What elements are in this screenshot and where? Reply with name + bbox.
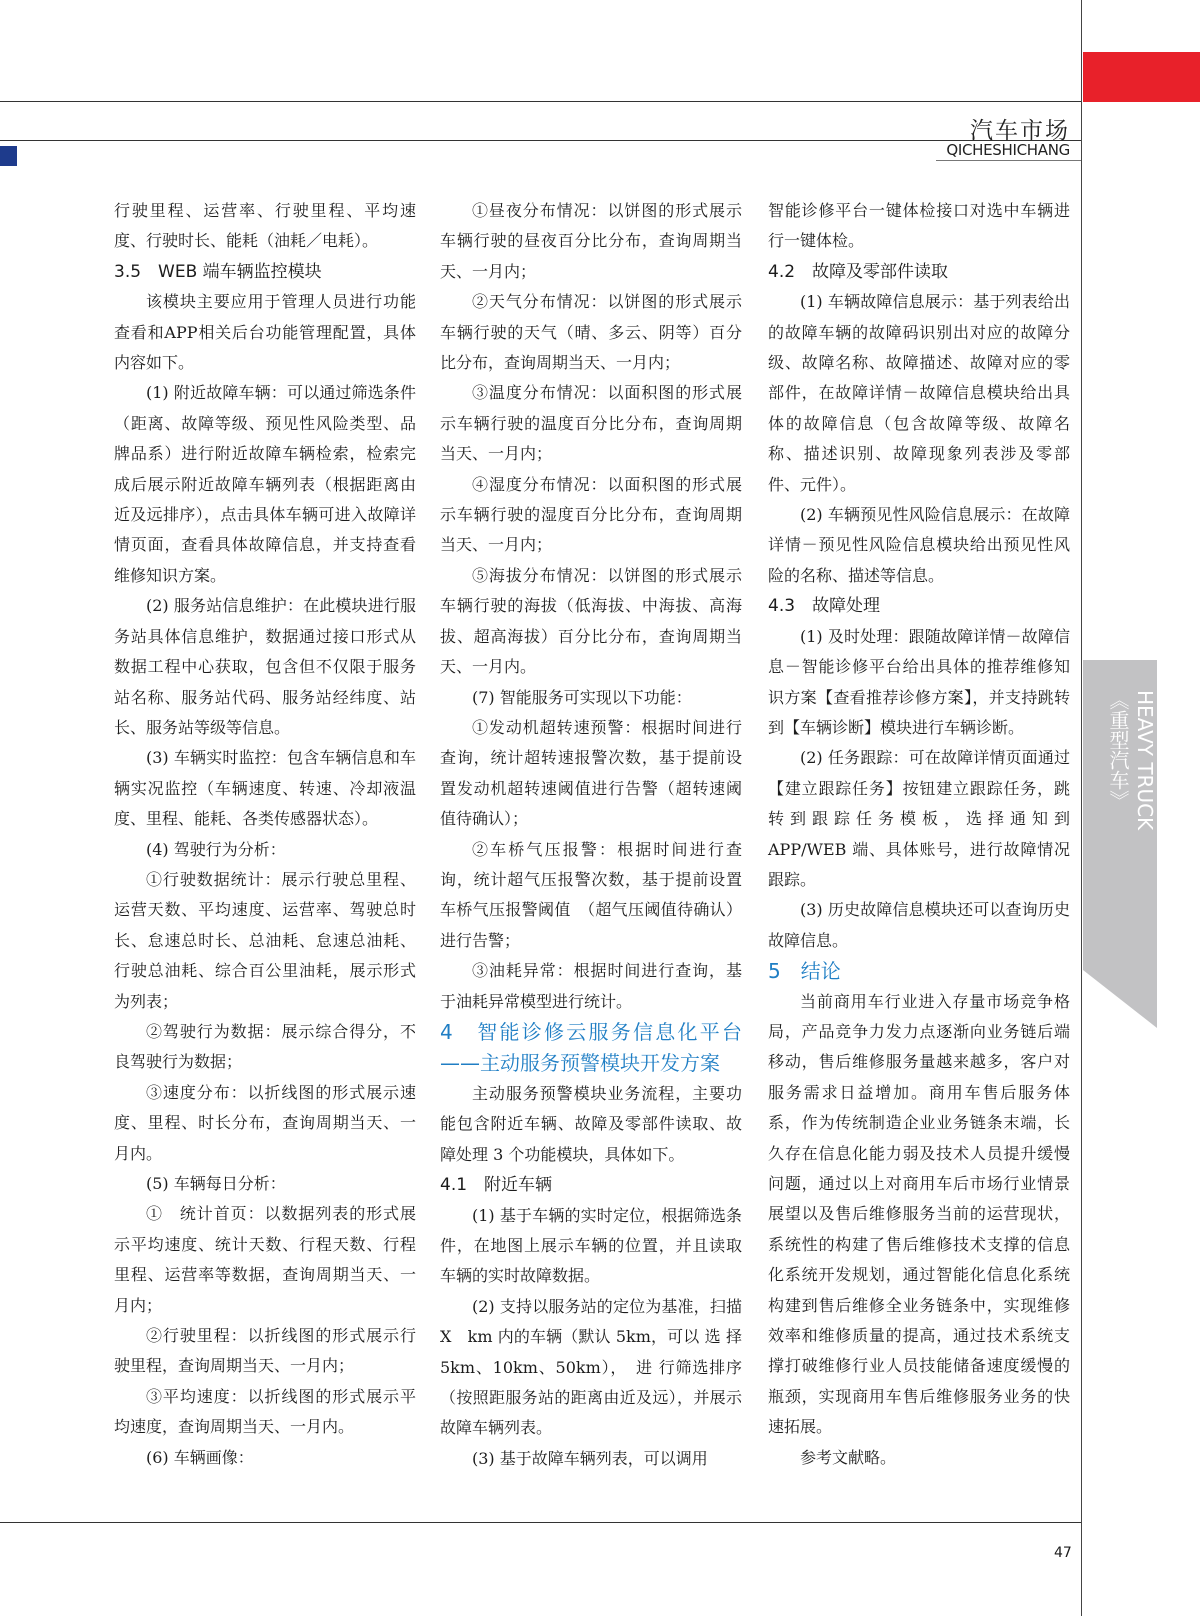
paragraph: (1) 及时处理：跟随故障详情－故障信息－智能诊修平台给出具体的推荐维修知识方案【查看推荐诊修方案】，并支持跳转到【车辆诊断】模块进行车辆诊断。 <box>768 626 1070 737</box>
paragraph: ④湿度分布情况：以面积图的形式展示车辆行驶的湿度百分比分布，查询周期当天、一月内； <box>440 474 742 555</box>
paragraph: ③温度分布情况：以面积图的形式展示车辆行驶的温度百分比分布，查询周期当天、一月内； <box>440 383 742 464</box>
section-heading: 4.2 故障及零部件读取 <box>768 261 949 282</box>
right-margin-rule <box>1081 0 1082 1616</box>
paragraph: (2) 支持以服务站的定位为基准，扫描 X km 内的车辆（默认 5km，可以 选 择 5km、10km、50km）， 进 行筛选排序（按照距服务站的距离由近及远），并展示故障车辆列表。 <box>440 1296 742 1438</box>
paragraph: (1) 基于车辆的实时定位，根据筛选条件，在地图上展示车辆的位置，并且读取车辆的实时故障数据。 <box>440 1205 742 1286</box>
paragraph: (3) 车辆实时监控：包含车辆信息和车辆实况监控（车辆速度、转速、冷却液温度、里程、能耗、各类传感器状态）。 <box>114 748 416 829</box>
paragraph: (3) 历史故障信息模块还可以查询历史故障信息。 <box>768 900 1070 950</box>
paragraph: (4) 驾驶行为分析： <box>146 839 286 859</box>
text-column-1 <box>114 196 416 1473</box>
side-tab-label-cn: 《重型汽车》 <box>1106 690 1130 810</box>
paragraph: (7) 智能服务可实现以下功能： <box>472 687 692 707</box>
section-heading: 4.1 附近车辆 <box>440 1175 553 1196</box>
chapter-heading: 4 智能诊修云服务信息化平台——主动服务预警模块开发方案 <box>440 1019 742 1075</box>
paragraph: 该模块主要应用于管理人员进行功能查看和APP相关后台功能管理配置，具体内容如下。 <box>114 292 416 373</box>
blue-corner-mark <box>0 146 17 166</box>
section-heading: 4.3 故障处理 <box>768 596 881 617</box>
paragraph: (1) 车辆故障信息展示：基于列表给出的故障车辆的故障码识别出对应的故障分级、故障名称、故障描述、故障对应的零部件，在故障详情－故障信息模块给出具体的故障信息（包含故障等级、故障名称、描述识别、故障现象列表涉及零部件、元件）。 <box>768 292 1070 494</box>
header-bottom-rule <box>0 140 1081 141</box>
paragraph: ③油耗异常：根据时间进行查询，基于油耗异常模型进行统计。 <box>440 961 742 1011</box>
side-tab-label <box>1104 690 1158 830</box>
paragraph: (1) 附近故障车辆：可以通过筛选条件（距离、故障等级、预见性风险类型、品牌品系）进行附近故障车辆检索，检索完成后展示附近故障车辆列表（根据距离由近及远排序），点击具体车辆可进入故障详情页面，查看具体故障信息，并支持查看维修知识方案。 <box>114 383 416 585</box>
journal-title: 汽车市场 <box>970 118 1070 144</box>
text-column-3 <box>768 196 1070 1473</box>
side-tab-arrow <box>1083 970 1157 1028</box>
paragraph: ①昼夜分布情况：以饼图的形式展示车辆行驶的昼夜百分比分布，查询周期当天、一月内； <box>440 201 742 281</box>
paragraph: 智能诊修平台一键体检接口对选中车辆进行一键体检。 <box>768 201 1070 251</box>
paragraph: 当前商用车行业进入存量市场竞争格局，产品竞争力发力点逐渐向业务链后端移动，售后维修服务量越来越多，客户对服务需求日益增加。商用车售后服务体系，作为传统制造企业业务链条末端，长久存在信息化能力弱及技术人员提升缓慢问题，通过以上对商用车后市场行业情景展望以及售后维修服务当前的运营现状，系统性的构建了售后维修技术支撑的信息化系统开发规划，通过智能化信息化系统构建到售后维修全业务链条中，实现维修效率和维修质量的提高，通过技术系统支撑打破维修行业人员技能储备速度缓慢的瓶颈，实现商用车售后维修服务业务的快速拓展。 <box>768 991 1070 1437</box>
paragraph: 行驶里程、运营率、行驶里程、平均速度、行驶时长、能耗（油耗／电耗）。 <box>114 201 416 251</box>
paragraph: 主动服务预警模块业务流程，主要功能包含附近车辆、故障及零部件读取、故障处理 3 个功能模块，具体如下。 <box>440 1083 742 1164</box>
paragraph: ①行驶数据统计：展示行驶总里程、运营天数、平均速度、运营率、驾驶总时长、怠速总时长、总油耗、怠速总油耗、行驶总油耗、综合百公里油耗，展示形式为列表； <box>114 869 416 1011</box>
paragraph: ③平均速度：以折线图的形式展示平均速度，查询周期当天、一月内。 <box>114 1386 416 1437</box>
paragraph: (3) 基于故障车辆列表，可以调用 <box>472 1448 708 1468</box>
paragraph: ②车桥气压报警：根据时间进行查询，统计超气压报警次数，基于提前设置车桥气压报警阈值 （超气压阈值待确认）进行告警； <box>440 839 742 950</box>
paragraph: ① 统计首页：以数据列表的形式展示平均速度、统计天数、行程天数、行程里程、运营率等数据，查询周期当天、一月内； <box>114 1204 416 1315</box>
text-column-2 <box>440 196 742 1474</box>
header-top-rule <box>0 101 1081 102</box>
paragraph: ①发动机超转速预警：根据时间进行查询，统计超转速报警次数，基于提前设置发动机超转速阈值进行告警（超转速阈值待确认）； <box>440 717 742 829</box>
paragraph: (2) 车辆预见性风险信息展示：在故障详情－预见性风险信息模块给出预见性风险的名称、描述等信息。 <box>768 505 1070 585</box>
section-heading: 3.5 WEB 端车辆监控模块 <box>114 261 322 282</box>
journal-title-pinyin: QICHESHICHANG <box>946 141 1070 159</box>
header-sub-rule <box>936 160 1081 161</box>
paragraph: ⑤海拔分布情况：以饼图的形式展示车辆行驶的海拔（低海拔、中海拔、高海拔、超高海拔）百分比分布，查询周期当天、一月内。 <box>440 565 742 677</box>
paragraph: (2) 任务跟踪：可在故障详情页面通过【建立跟踪任务】按钮建立跟踪任务，跳转到跟踪任务模板，选择通知到APP/WEB 端、具体账号，进行故障情况跟踪。 <box>768 748 1070 889</box>
paragraph: ②行驶里程：以折线图的形式展示行驶里程，查询周期当天、一月内； <box>114 1326 416 1376</box>
paragraph: (5) 车辆每日分析： <box>146 1174 286 1193</box>
side-tab-label-en: HEAVY TRUCK <box>1133 690 1157 831</box>
red-accent-block <box>1083 52 1200 102</box>
paragraph: (6) 车辆画像： <box>146 1447 254 1467</box>
paragraph: (2) 服务站信息维护：在此模块进行服务站具体信息维护，数据通过接口形式从数据工程中心获取，包含但不仅限于服务站名称、服务站代码、服务站经纬度、站长、服务站等级等信息。 <box>114 596 416 737</box>
paragraph: ②天气分布情况：以饼图的形式展示车辆行驶的天气（晴、多云、阴等）百分比分布，查询周期当天、一月内； <box>440 292 742 373</box>
footer-rule <box>0 1522 1081 1523</box>
paragraph: ②驾驶行为数据：展示综合得分，不良驾驶行为数据； <box>114 1021 416 1072</box>
paragraph: ③速度分布：以折线图的形式展示速度、里程、时长分布，查询周期当天、一月内。 <box>114 1082 416 1163</box>
paragraph: 参考文献略。 <box>800 1447 897 1467</box>
page-number: 47 <box>1054 1545 1072 1561</box>
chapter-heading: 5 结论 <box>768 959 841 984</box>
